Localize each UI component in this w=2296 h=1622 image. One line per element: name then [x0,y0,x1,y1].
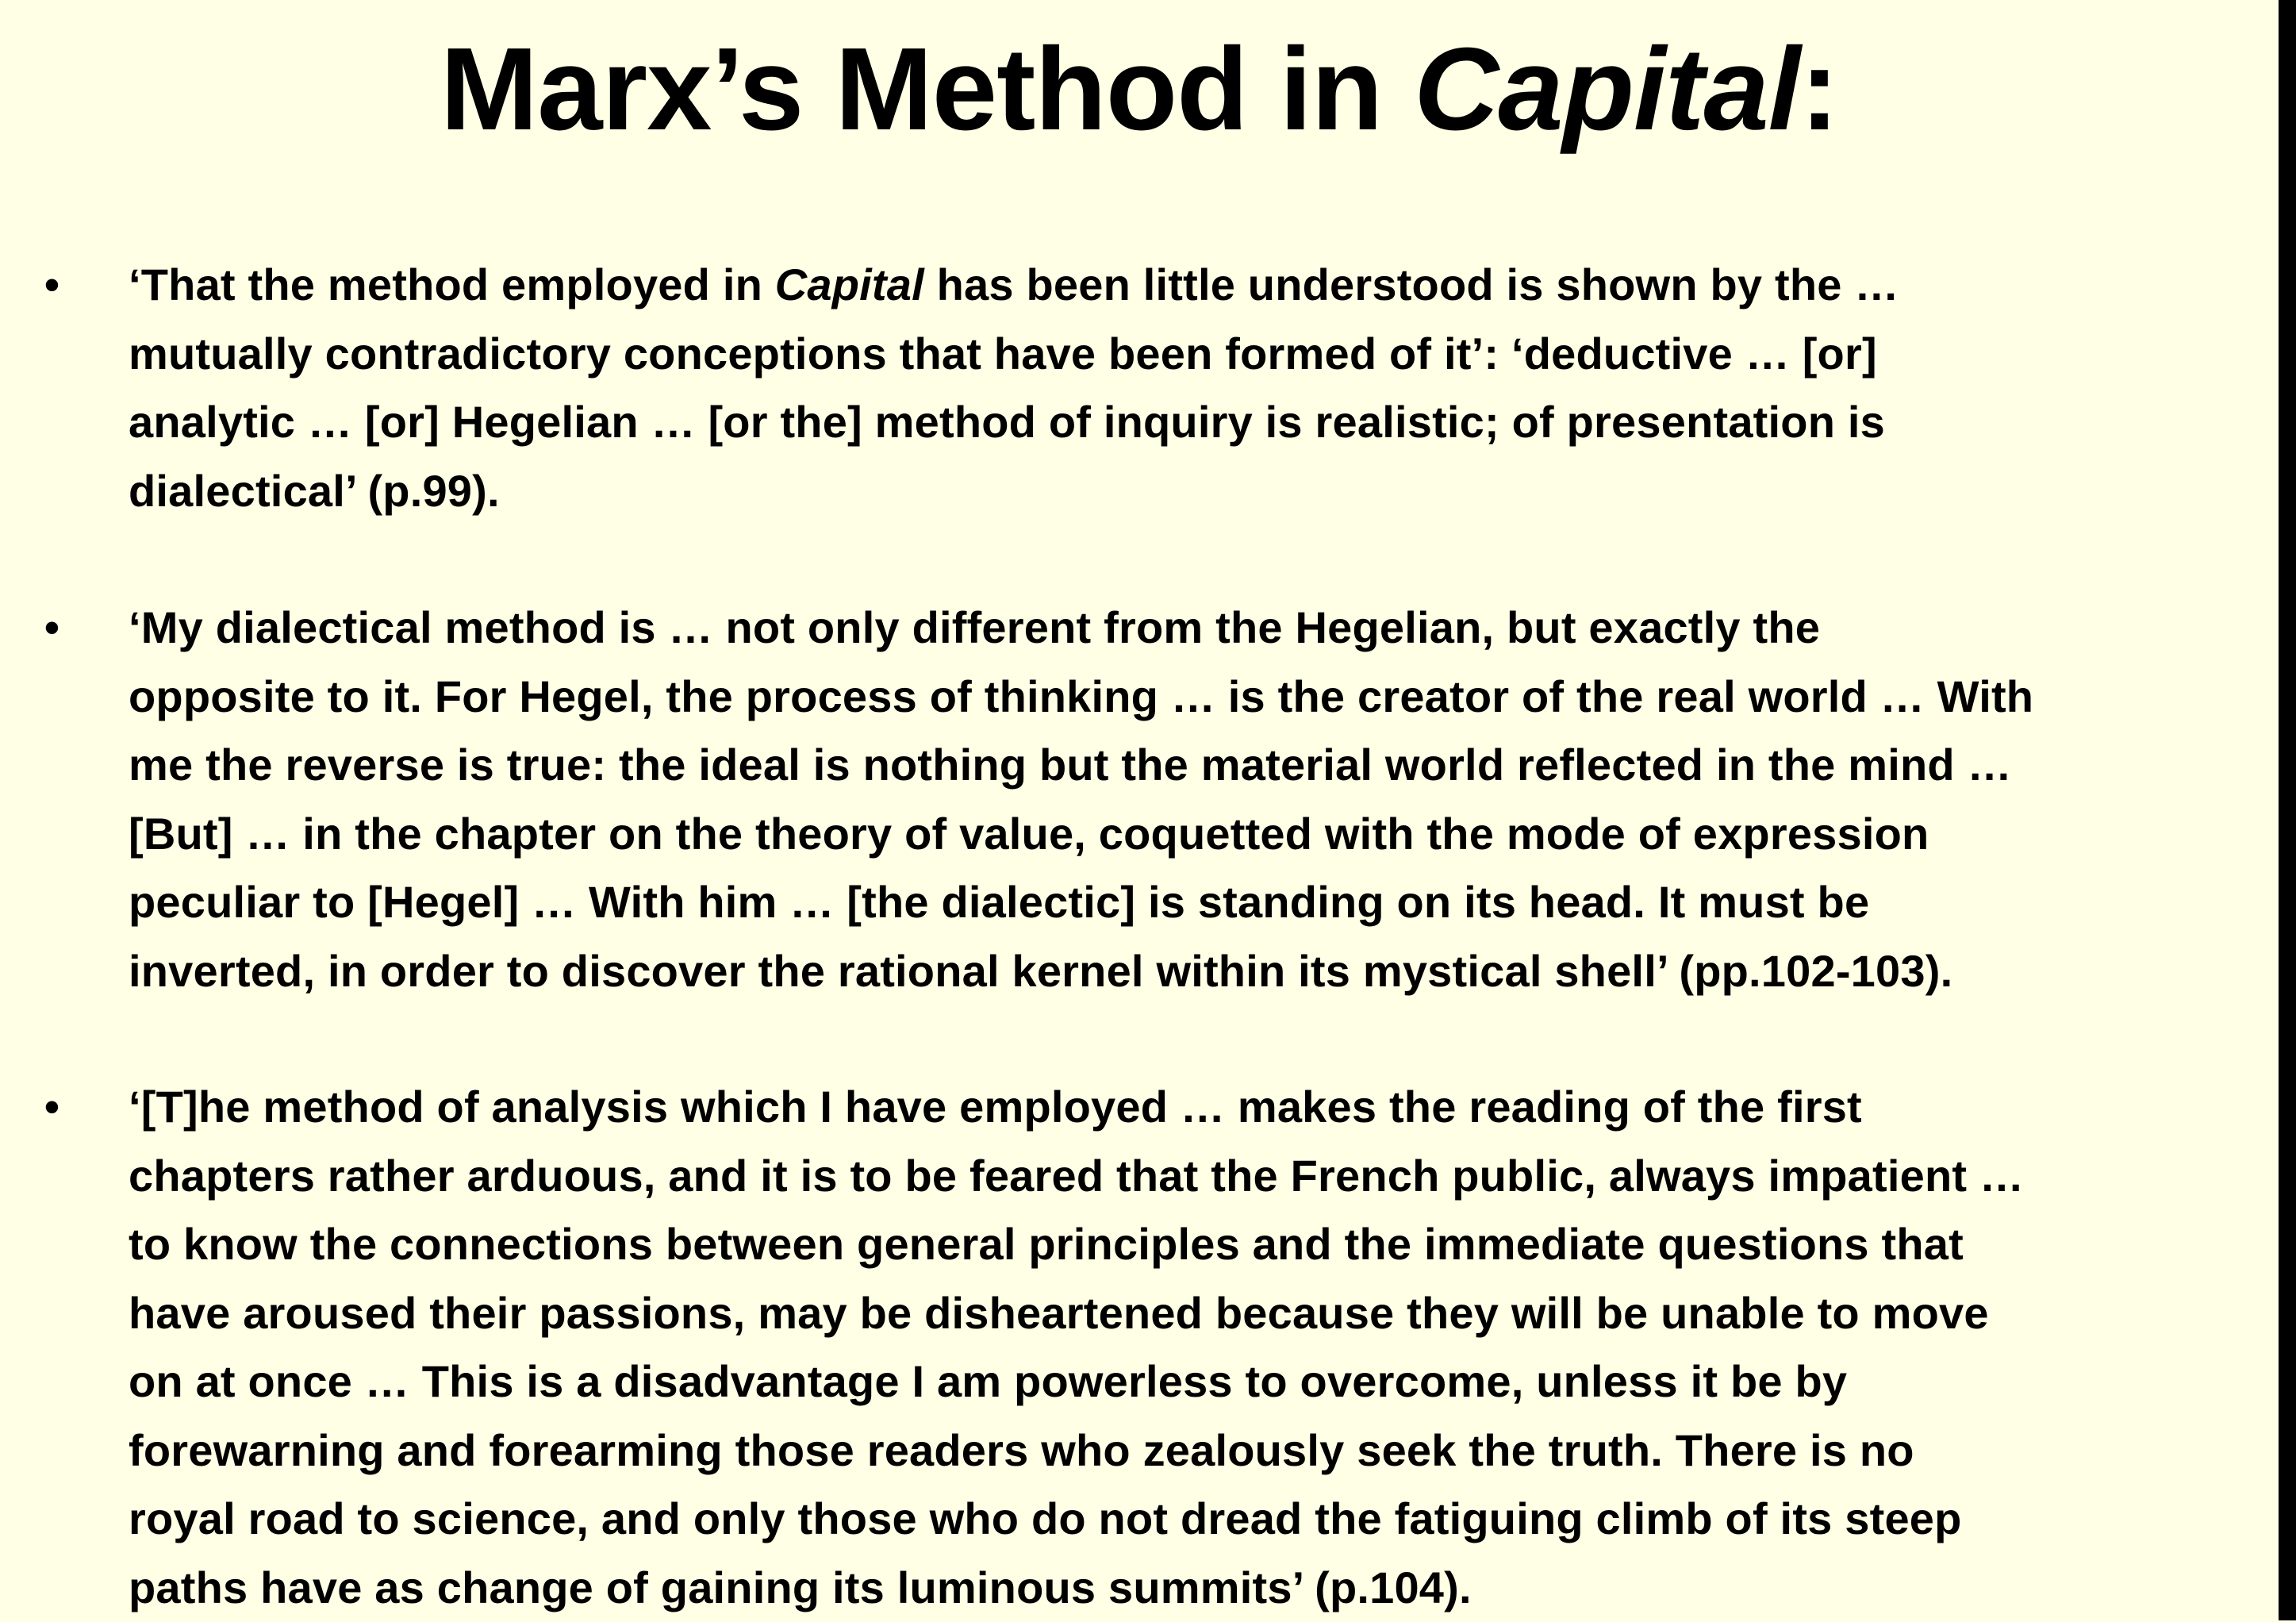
bullet-line: on at once … This is a disadvantage I am powerless to overcome, unless it be by [129,1347,2247,1416]
bullet-text [129,594,2247,1005]
bullet-marker: • [44,594,60,662]
bullet-line: opposite to it. For Hegel, the process of thinking … is the creator of the real world … With [129,663,2247,732]
bullet-line: dialectical’ (p.99). [129,457,2247,526]
bullet-text [129,251,2247,525]
bullet-line: have aroused their passions, may be disheartened because they will be unable to move [129,1279,2247,1348]
bullet-line-segment: ‘That the method employed in [129,259,775,309]
title-italic-text: Capital [1414,24,1799,155]
bullet-line: chapters rather arduous, and it is to be feared that the French public, always impatient … [129,1142,2247,1211]
bullet-marker: • [44,251,60,319]
bullet-line: me the reverse is true: the ideal is nothing but the material world reflected in the mind … [129,731,2247,800]
bullet-line: royal road to science, and only those who do not dread the fatiguing climb of its steep [129,1485,2247,1554]
slide-title [0,22,2279,157]
bullet-line: inverted, in order to discover the rational kernel within its mystical shell’ (pp.102-103). [129,937,2247,1006]
bullet-line: ‘[T]he method of analysis which I have employed … makes the reading of the first [129,1073,2247,1142]
title-suffix: : [1800,24,1838,155]
bullet-line [129,251,2247,320]
bullet-text [129,1073,2247,1622]
bullet-line: forewarning and forearming those readers who zealously seek the truth. There is no [129,1416,2247,1486]
bullet-line-italic-segment: Capital [775,259,924,309]
bullet-line: peculiar to [Hegel] … With him … [the dialectic] is standing on its head. It must be [129,868,2247,937]
bullet-line: paths have as change of gaining its luminous summits’ (p.104). [129,1554,2247,1622]
window-edge [2279,0,2296,1620]
bullet-marker: • [44,1073,60,1141]
title-text: Marx’s Method in [440,24,1414,155]
bullet-line: mutually contradictory conceptions that have been formed of it’: ‘deductive … [or] [129,320,2247,389]
bullet-line: ‘My dialectical method is … not only different from the Hegelian, but exactly the [129,594,2247,663]
bullet-line-segment: has been little understood is shown by the … [924,259,1899,309]
bullet-line: analytic … [or] Hegelian … [or the] method of inquiry is realistic; of presentation is [129,388,2247,457]
bullet-line: [But] … in the chapter on the theory of value, coquetted with the mode of expression [129,800,2247,869]
bullet-line: to know the connections between general principles and the immediate questions that [129,1210,2247,1279]
